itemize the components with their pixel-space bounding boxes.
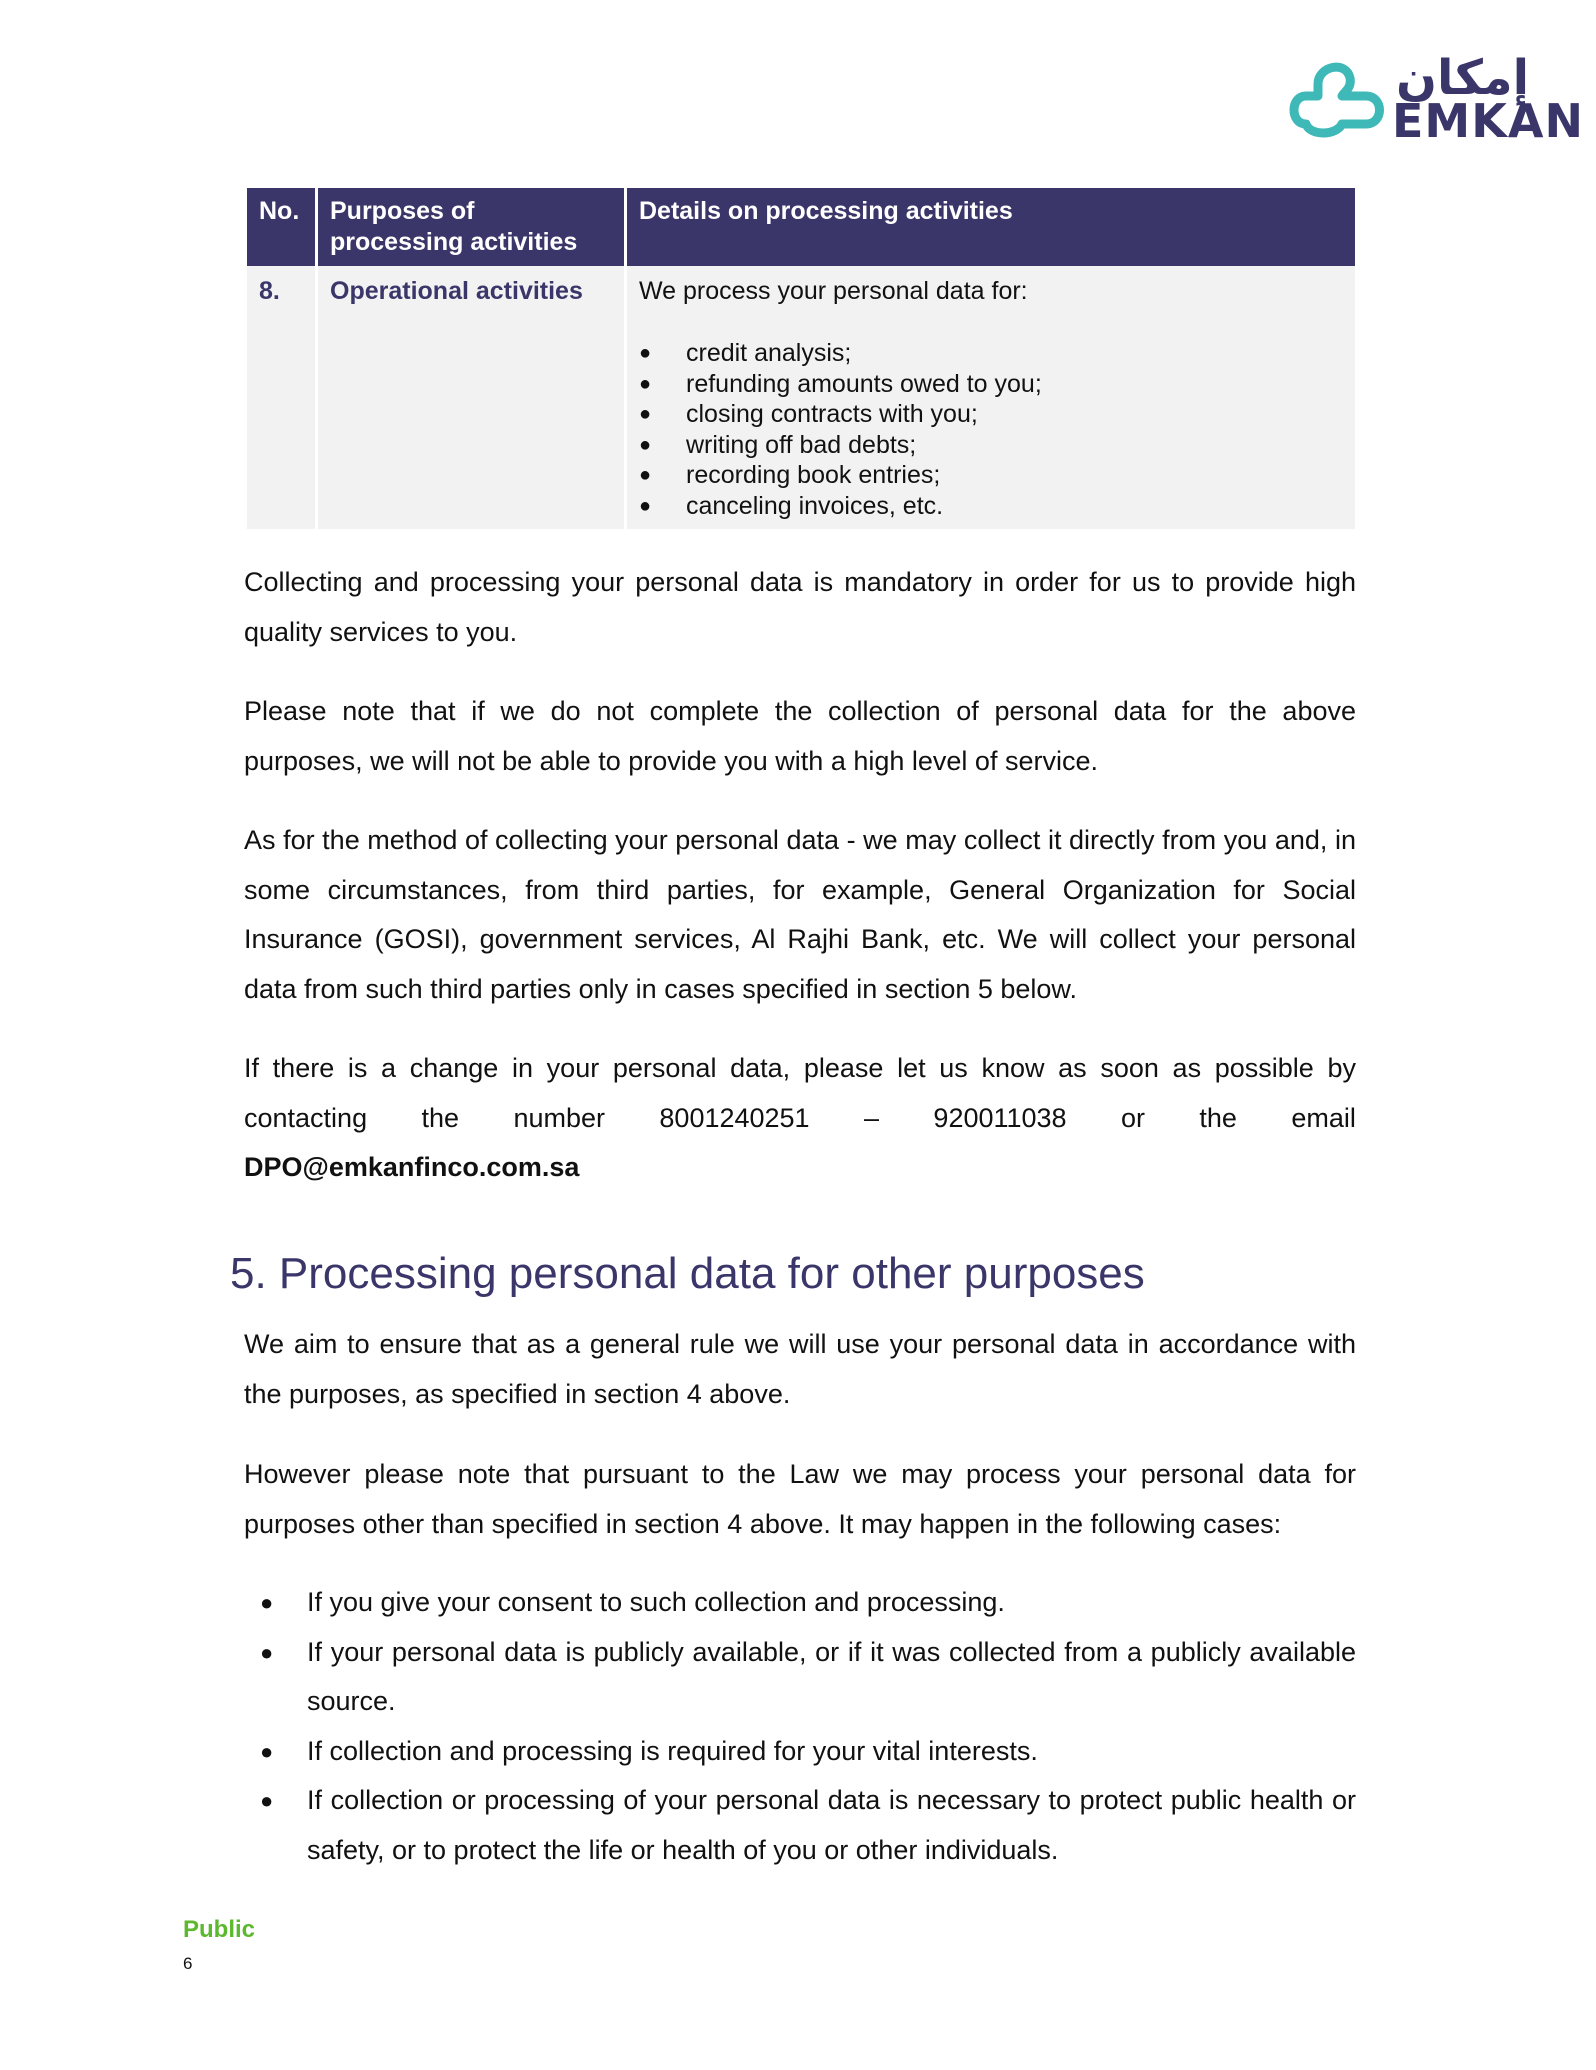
- contact-line-1: If there is a change in your personal data, please let us know as soon as possible by: [244, 1053, 1356, 1083]
- phone-number-2: 920011038: [933, 1102, 1067, 1133]
- header-no: No.: [247, 188, 315, 266]
- details-list-item: ● refunding amounts owed to you;: [639, 369, 1343, 400]
- cases-list: [244, 1578, 1356, 1875]
- details-list: [639, 338, 1343, 521]
- table-row: [247, 266, 1355, 529]
- paragraph-text: Please note that if we do not complete the collection of personal data for the above purposes, we will not be able to provide you with a high level of service.: [244, 696, 1356, 776]
- emkan-logo: [1288, 50, 1584, 148]
- details-list-item: ● credit analysis;: [639, 338, 1343, 369]
- section-5-heading: 5. Processing personal data for other purposes: [230, 1249, 1145, 1298]
- page-number: 6: [183, 1954, 193, 1973]
- row-number: 8.: [247, 266, 315, 529]
- contact-dash: –: [863, 1102, 880, 1133]
- contact-word: the: [1199, 1102, 1237, 1133]
- details-list-item: ● writing off bad debts;: [639, 430, 1343, 461]
- dpo-email: DPO@emkanfinco.com.sa: [244, 1152, 580, 1182]
- emkan-logo-icon: [1288, 52, 1388, 144]
- list-item: ● If you give your consent to such collection and processing.: [244, 1578, 1356, 1628]
- paragraph-text: Collecting and processing your personal data is mandatory in order for us to provide high quality services to you.: [244, 567, 1356, 647]
- details-list-item: ● recording book entries;: [639, 460, 1343, 491]
- details-intro: We process your personal data for:: [639, 277, 1028, 305]
- contact-word: the: [421, 1102, 460, 1133]
- classification-label: Public: [183, 1916, 256, 1943]
- section-5-paragraph-1: [244, 1320, 1356, 1419]
- section-5-cases: [244, 1578, 1356, 1875]
- paragraph-text: However please note that pursuant to the Law we may process your personal data for purposes other than specified in section 4 above. It may happen in the following cases:: [244, 1459, 1356, 1539]
- paragraph-collection-method: [244, 816, 1356, 1014]
- details-list-item: ● closing contracts with you;: [639, 399, 1343, 430]
- contact-line-2: [244, 1094, 1356, 1144]
- contact-word: email: [1291, 1102, 1356, 1133]
- list-item: ● If collection and processing is required for your vital interests.: [244, 1727, 1356, 1777]
- header-details: Details on processing activities: [627, 188, 1355, 266]
- logo-text-arabic: إمكان: [1396, 50, 1530, 106]
- details-list-item: ● canceling invoices, etc.: [639, 491, 1343, 522]
- row-details: [627, 266, 1355, 529]
- phone-number-1: 8001240251: [659, 1102, 810, 1133]
- paragraph-text: As for the method of collecting your personal data - we may collect it directly from you and, in some circumstances, from third parties, for example, General Organization for Social Insurance (GOSI), government services, Al Rajhi Bank, etc. We will collect your personal data from such third parties only in cases specified in section 5 below.: [244, 825, 1356, 1004]
- paragraph-text: We aim to ensure that as a general rule we will use your personal data in accordance with the purposes, as specified in section 4 above.: [244, 1329, 1356, 1409]
- list-item: ● If your personal data is publicly available, or if it was collected from a publicly available source.: [244, 1628, 1356, 1727]
- logo-text-english: EMKAN: [1392, 94, 1584, 148]
- paragraph-collection-note: [244, 687, 1356, 786]
- section-5-paragraph-2: [244, 1450, 1356, 1549]
- header-purposes: Purposes of processing activities: [318, 188, 624, 266]
- list-item: ● If collection or processing of your personal data is necessary to protect public health or safety, or to protect the life or health of you or other individuals.: [244, 1776, 1356, 1875]
- paragraph-contact: [244, 1044, 1356, 1193]
- contact-word: contacting: [244, 1102, 368, 1133]
- table-header-row: [247, 188, 1355, 266]
- row-purpose: Operational activities: [318, 266, 624, 529]
- paragraph-mandatory: [244, 558, 1356, 657]
- processing-activities-table: [244, 188, 1358, 529]
- contact-word: number: [513, 1102, 605, 1133]
- contact-word: or: [1120, 1102, 1145, 1133]
